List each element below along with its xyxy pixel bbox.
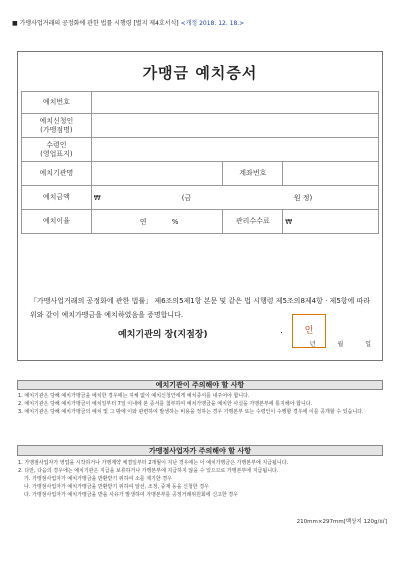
revision-note: <개정 2018. 12. 18.>: [180, 20, 245, 27]
amount-geum: (금: [181, 193, 192, 202]
table-row: [22, 138, 379, 162]
seal-label: 인: [304, 326, 314, 336]
list-item: 다. 가맹점사업자가 예치가맹금을 받을 사유가 발생하여 가맹본부를 공정거래위원회에 신고한 경우: [24, 492, 238, 498]
deposit-number-label: 예치번호: [22, 92, 92, 114]
table-row: [22, 92, 379, 114]
signature-label: 예치기관의 장(지점장): [118, 330, 208, 340]
list-item: 3. 예치기관은 당해 예치가맹금의 예치 및 그 밖에 이와 관련하여 발생하는 비용을 정하는 경우 가맹본부 또는 수령인이 수행할 경우에 이를 공개할 수 있습니다.: [18, 409, 364, 415]
table-row: [22, 162, 379, 186]
document-title: 가맹금 예치증서: [142, 64, 258, 82]
seal-box[interactable]: [292, 314, 326, 348]
date-month: 월: [337, 341, 345, 348]
certificate-form: [17, 51, 383, 361]
recipient-label-text: 수령인: [46, 140, 67, 149]
account-field[interactable]: [283, 162, 379, 186]
header-marker: ■: [12, 20, 18, 27]
recipient-label: [22, 138, 92, 162]
rate-label: 예치이율: [22, 210, 92, 234]
certification-statement: 「가맹사업거래의 공정화에 관한 법률」 제6조의5제1항 본문 및 같은 법 시행령 제5조의8제4항 · 제5항에 따라 위와 같이 예치가맹금을 예치하였음을 증명합니다.: [30, 297, 371, 319]
franchisee-notice-title: 가맹점사업자가 주의해야 할 사항: [17, 445, 383, 456]
rate-field[interactable]: [91, 210, 223, 234]
list-item: 1. 가맹점사업자가 영업을 시작하거나 가맹계약 체결일부터 2개월이 지난 경우에는 이 예치가맹금은 가맹본부에 지급됩니다.: [18, 460, 289, 466]
recipient-field[interactable]: [91, 138, 378, 162]
rate-percent: %: [171, 217, 179, 226]
account-label: 계좌번호: [223, 162, 283, 186]
applicant-field[interactable]: [91, 114, 378, 138]
institution-field[interactable]: [91, 162, 223, 186]
date-year: 년: [309, 341, 317, 348]
fee-label: 관리수수료: [223, 210, 283, 234]
fee-symbol: ₩: [285, 217, 293, 226]
table-row: [22, 114, 379, 138]
signature-dot: .: [280, 326, 283, 336]
deposit-info-table: [21, 91, 379, 234]
table-row: [22, 210, 379, 234]
won-symbol: ₩: [93, 193, 101, 202]
franchisee-notice-list: [18, 459, 382, 499]
applicant-label-sub: (가맹점명): [40, 125, 73, 134]
paper-spec: 210mm×297mm[백상지 120g/㎡]: [296, 519, 387, 525]
recipient-label-sub: (영업표지): [40, 149, 73, 158]
institution-label: 예치기관명: [22, 162, 92, 186]
applicant-label: [22, 114, 92, 138]
amount-won-end: 원 정): [293, 193, 313, 202]
applicant-label-text: 예치신청인: [39, 116, 74, 125]
header-text: 가맹사업거래의 공정화에 관한 법률 시행령 [별지 제4호서식]: [19, 20, 179, 27]
table-row: [22, 186, 379, 210]
institution-notice-title: 예치기관이 주의해야 할 사항: [17, 380, 383, 390]
date-day: 일: [365, 341, 372, 348]
list-item: 가. 가맹점사업자가 예치가맹금을 반환받기 위하여 소를 제기한 경우: [24, 476, 172, 482]
institution-notice-list: [18, 392, 382, 416]
form-header: [12, 18, 244, 27]
list-item: 2. 예치기관은 당해 예치가맹금이 예치일부터 7일 이내에 본 증서를 첨부하여 예치가맹금을 예치한 사실을 가맹본부에 통지해야 합니다.: [18, 401, 313, 407]
rate-year: 연: [139, 217, 147, 226]
amount-field[interactable]: [91, 186, 378, 210]
list-item: 2. 다만, 다음의 경우에는 예치기관은 지급을 보류하거나 가맹본부에 지급하지 않을 수 있으므로 가맹본부에 지급됩니다.: [18, 468, 279, 474]
deposit-number-field[interactable]: [91, 92, 378, 114]
fee-field[interactable]: [283, 210, 379, 234]
list-item: 1. 예치기관은 당해 예치가맹금을 예치한 경우에는 지체 없이 예치신청인에게 예치증서를 내주어야 합니다.: [18, 393, 250, 399]
amount-label: 예치금액: [22, 186, 92, 210]
list-item: 나. 가맹점사업자가 예치가맹금을 반환받기 위하여 알선, 조정, 중재 등을 신청한 경우: [24, 484, 209, 490]
